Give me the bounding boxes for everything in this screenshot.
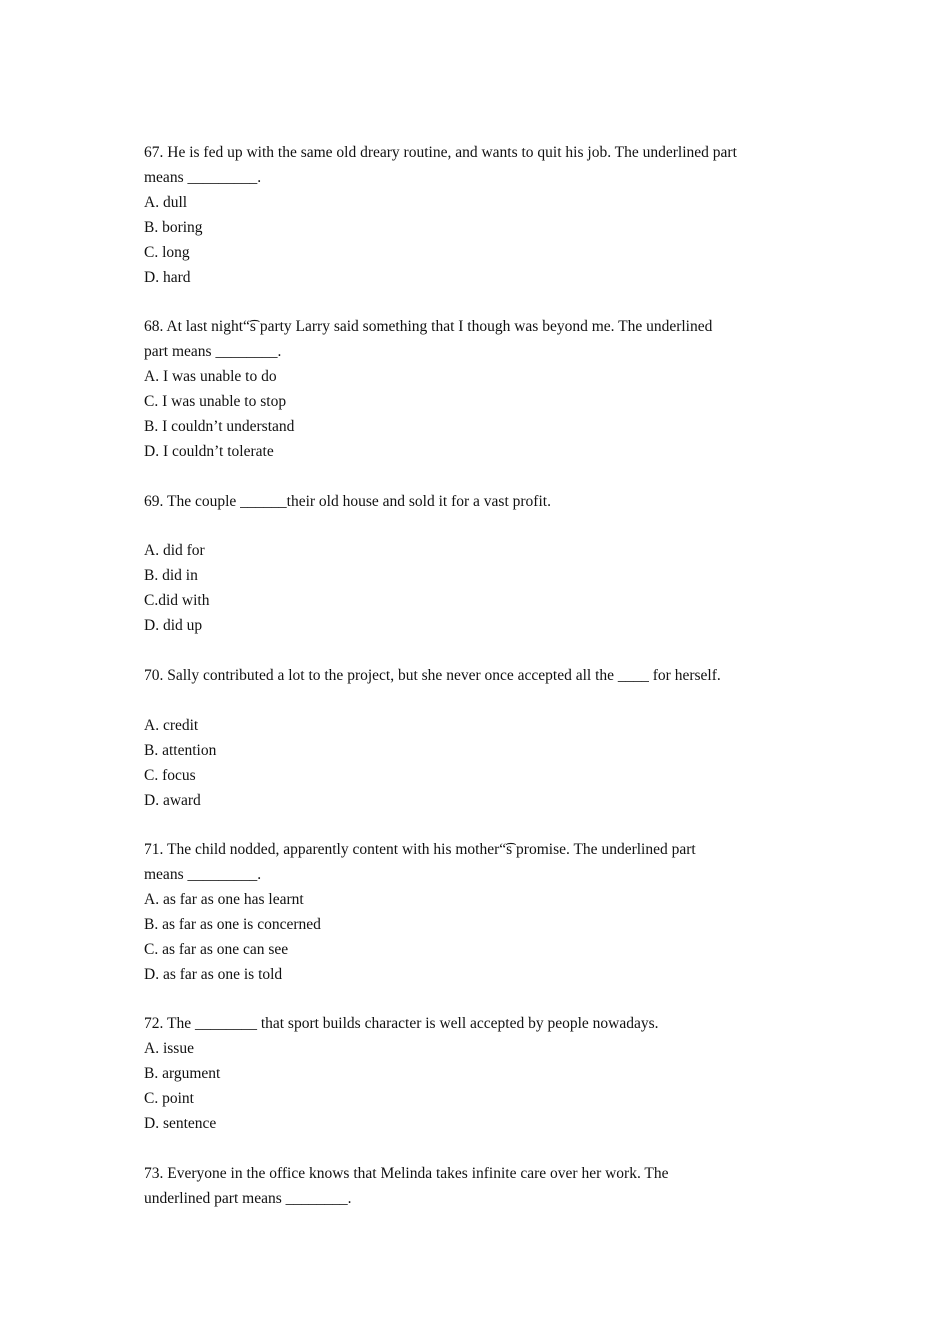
question-70-option-b: B. attention <box>144 742 217 759</box>
question-72-option-d: D. sentence <box>144 1115 217 1132</box>
question-70-option-a: A. credit <box>144 717 199 734</box>
question-71-text-line-1: 71. The child nodded, apparently content with his mother“͡s promise. The underlined part <box>144 841 696 858</box>
question-73-text-line-1: 73. Everyone in the office knows that Melinda takes infinite care over her work. The <box>144 1165 669 1182</box>
question-67-text-line-1: 67. He is fed up with the same old dreary routine, and wants to quit his job. The underlined part <box>144 144 737 161</box>
question-71-option-a: A. as far as one has learnt <box>144 891 304 908</box>
question-70-option-c: C. focus <box>144 767 196 784</box>
question-68-option-4: D. I couldn’t tolerate <box>144 443 274 460</box>
question-72-option-a: A. issue <box>144 1040 194 1057</box>
question-68-option-2: C. I was unable to stop <box>144 393 287 410</box>
question-69-option-a: A. did for <box>144 542 205 559</box>
question-71-option-d: D. as far as one is told <box>144 966 283 983</box>
question-73-text-line-2: underlined part means ________. <box>144 1190 352 1207</box>
question-68-text-line-2: part means ________. <box>144 343 282 360</box>
question-72-option-c: C. point <box>144 1090 194 1107</box>
question-69-option-c: C.did with <box>144 592 210 609</box>
question-69-option-d: D. did up <box>144 617 203 634</box>
question-72-option-b: B. argument <box>144 1065 221 1082</box>
question-72-text-line-1: 72. The ________ that sport builds character is well accepted by people nowadays. <box>144 1015 659 1032</box>
question-71-option-b: B. as far as one is concerned <box>144 916 321 933</box>
question-70-text-line-1: 70. Sally contributed a lot to the project, but she never once accepted all the ____ for herself. <box>144 667 721 684</box>
question-69-text-line-1: 69. The couple ______their old house and sold it for a vast profit. <box>144 493 551 510</box>
question-71-text-line-2: means _________. <box>144 866 262 883</box>
question-67-option-c: C. long <box>144 244 190 261</box>
question-71-option-c: C. as far as one can see <box>144 941 289 958</box>
question-67-option-d: D. hard <box>144 269 191 286</box>
question-68-text-line-1: 68. At last night“͡s party Larry said something that I though was beyond me. The underlined <box>144 318 713 335</box>
question-67-text-line-2: means _________. <box>144 169 262 186</box>
question-67-option-b: B. boring <box>144 219 203 236</box>
question-69-option-b: B. did in <box>144 567 198 584</box>
question-67-option-a: A. dull <box>144 194 188 211</box>
question-68-option-3: B. I couldn’t understand <box>144 418 295 435</box>
question-68-option-1: A. I was unable to do <box>144 368 277 385</box>
question-70-option-d: D. award <box>144 792 201 809</box>
